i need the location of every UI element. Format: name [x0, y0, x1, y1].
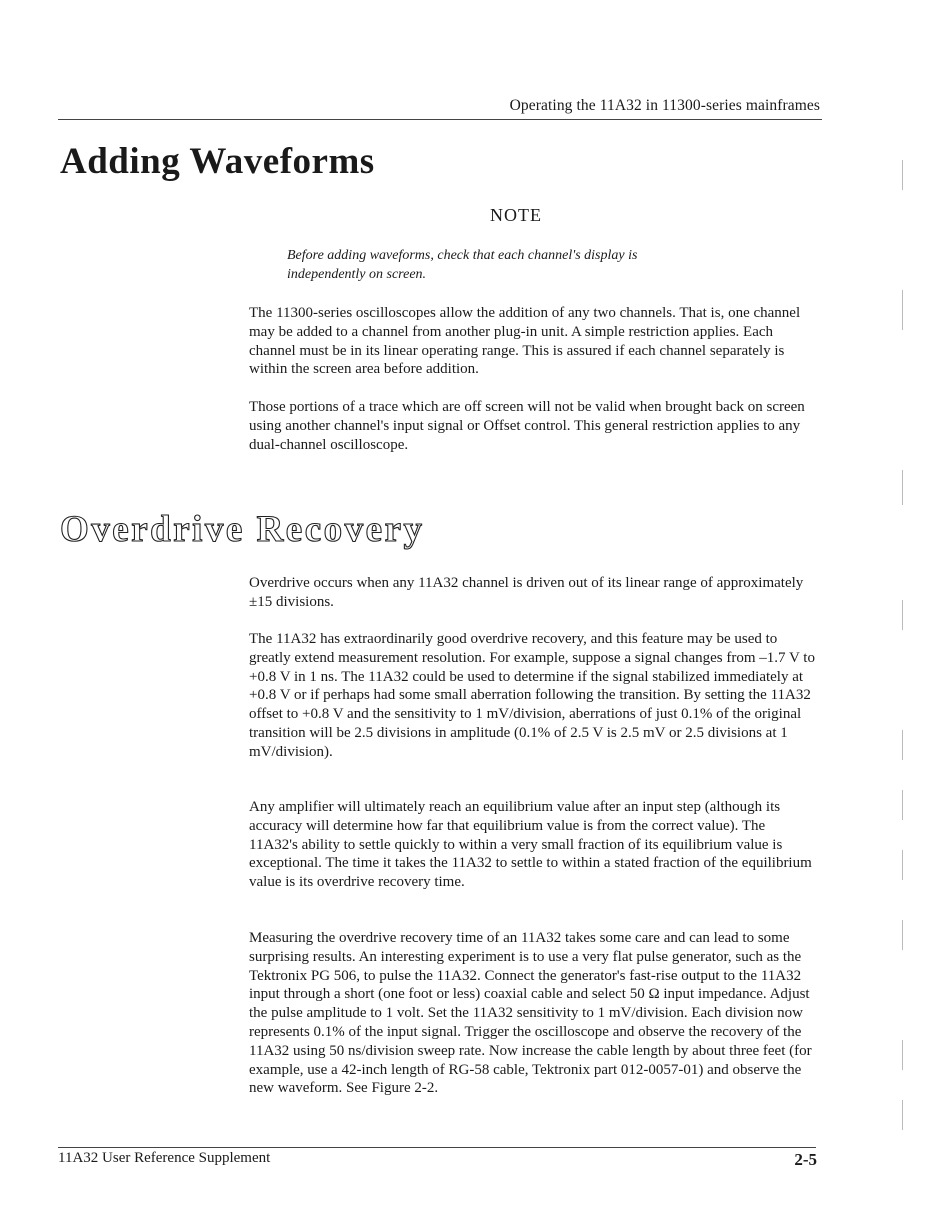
- note-heading: NOTE: [490, 205, 542, 225]
- header-rule: [58, 119, 822, 120]
- page-number: 2-5: [794, 1150, 817, 1169]
- paragraph: Any amplifier will ultimately reach an equilibrium value after an input step (although its accuracy will determine how far that equilibrium value is from the correct value). The 11A32's ability to settle quickly to within a very small fraction of its equilibrium value is exceptional. The time it takes the 11A32 to settle to within a stated fraction of the equilibrium value is its overdrive recovery time.: [249, 799, 812, 891]
- paragraph: Overdrive occurs when any 11A32 channel is driven out of its linear range of approximately ±15 divisions.: [249, 575, 804, 610]
- paragraph: Measuring the overdrive recovery time of an 11A32 takes some care and can lead to some surprising results. An interesting experiment is to use a very flat pulse generator, such as the Tektronix PG 506, to pulse the 11A32. Connect the generator's fast-rise output to the 11A32 input through a short (one foot or less) coaxial cable and select 50 Ω input impedance. Adjust the pulse amplitude to 1 volt. Set the 11A32 sensitivity to 1 mV/division. Each division now represents 0.1% of the input signal. Trigger the oscilloscope and observe the recovery of the 11A32 using 50 ns/division sweep rate. Now increase the cable length by about three feet (for example, use a 42-inch length of RG-58 cable, Tektronix part 012-0057-01) and observe the new waveform. See Figure 2-2.: [249, 930, 812, 1097]
- note-text: Before adding waveforms, check that each channel's display is independently on screen.: [287, 248, 638, 282]
- section-title-overdrive-recovery: Overdrive Recovery: [60, 509, 425, 550]
- section-title-adding-waveforms: Adding Waveforms: [60, 141, 375, 182]
- running-head: Operating the 11A32 in 11300-series mainframes: [509, 97, 820, 114]
- footer-rule: [58, 1147, 816, 1148]
- paragraph: The 11A32 has extraordinarily good overdrive recovery, and this feature may be used to greatly extend measurement resolution. For example, suppose a signal changes from –1.7 V to +0.8 V in 1 ns. The 11A32 could be used to determine if the signal stabilized immediately at +0.8 V or if perhaps had some small aberration following the transition. By setting the 11A32 offset to +0.8 V and the sensitivity to 1 mV/division, aberrations of just 0.1% of the original transition will be 2.5 divisions in amplitude (0.1% of 2.5 V is 2.5 mV or 2.5 divisions at 1 mV/division).: [249, 631, 815, 760]
- paragraph: The 11300-series oscilloscopes allow the addition of any two channels. That is, one channel may be added to a channel from another plug-in unit. A simple restriction applies. Each channel must be in its linear operating range. This is assured if each channel separately is within the screen area before addition.: [249, 305, 801, 378]
- footer-title: 11A32 User Reference Supplement: [58, 1150, 271, 1166]
- paragraph: Those portions of a trace which are off screen will not be valid when brought back on screen using another channel's input signal or Offset control. This general restriction applies to any dual-channel oscilloscope.: [249, 399, 805, 453]
- scan-edge-marks: [902, 140, 908, 1140]
